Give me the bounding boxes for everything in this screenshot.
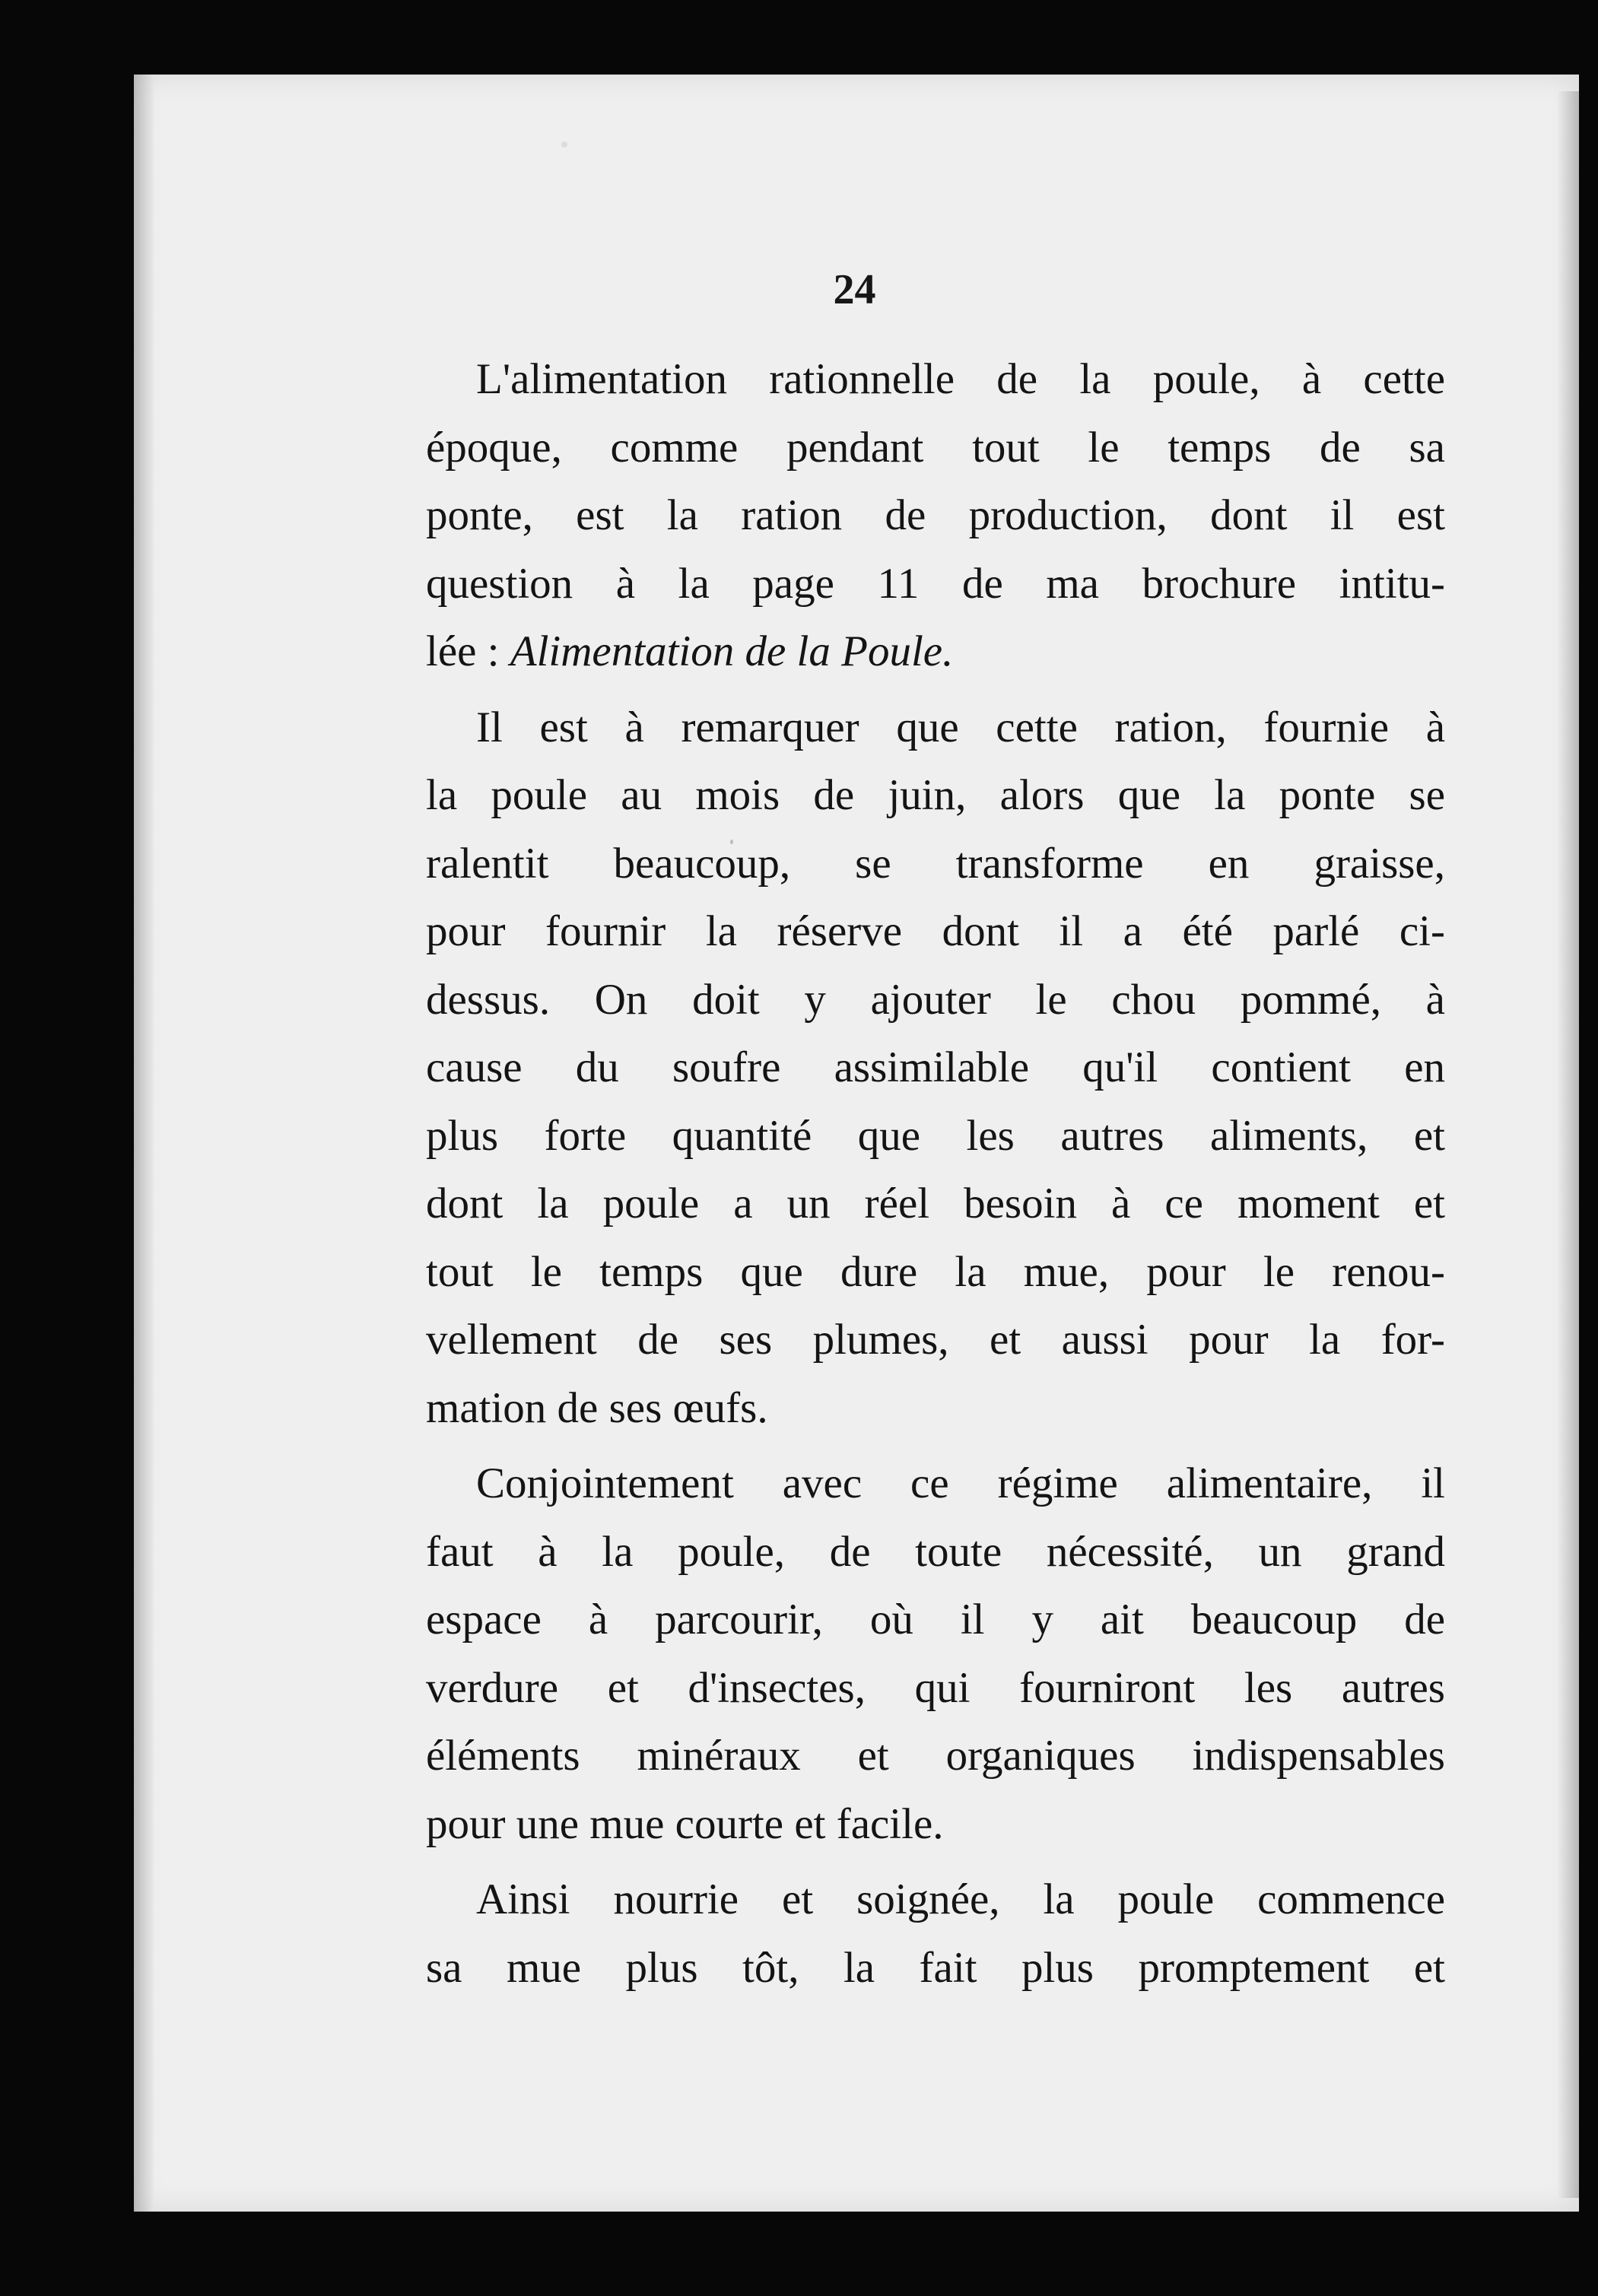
text-line: éléments minéraux et organiques indispensables (426, 1732, 1445, 1780)
text-line: Il est à remarquer que cette ration, fournie à (476, 703, 1445, 751)
text-line: ponte, est la ration de production, dont il est (426, 491, 1445, 539)
dust-speck (561, 141, 567, 148)
text-line: question à la page 11 de ma brochure intitu- (426, 559, 1445, 608)
text-line: tout le temps que dure la mue, pour le renou- (426, 1247, 1445, 1296)
text-line: dessus. On doit y ajouter le chou pommé, à (426, 975, 1445, 1024)
text-line: ralentit beaucoup, se transforme en graisse, (426, 839, 1445, 888)
text-line: pour une mue courte et facile. (426, 1799, 944, 1848)
text-line: Ainsi nourrie et soignée, la poule commence (476, 1875, 1445, 1923)
text-line: sa mue plus tôt, la fait plus promptement et (426, 1943, 1445, 1992)
italic-title: Alimentation de la Poule. (510, 627, 954, 675)
text-line: verdure et d'insectes, qui fourniront les autres (426, 1663, 1445, 1712)
text-line: vellement de ses plumes, et aussi pour la for- (426, 1316, 1445, 1364)
text-line: Conjointement avec ce régime alimentaire, il (476, 1459, 1445, 1507)
text-line: la poule au mois de juin, alors que la ponte se (426, 771, 1445, 819)
text-line: espace à parcourir, où il y ait beaucoup de (426, 1596, 1445, 1643)
text-fragment: lée : (426, 627, 510, 675)
page-number: 24 (833, 266, 876, 313)
text-line: faut à la poule, de toute nécessité, un grand (426, 1527, 1445, 1576)
text-line: époque, comme pendant tout le temps de sa (426, 423, 1445, 472)
text-line (426, 627, 1445, 698)
text-line: dont la poule a un réel besoin à ce moment et (426, 1180, 1445, 1227)
text-line: pour fournir la réserve dont il a été parlé ci- (426, 907, 1445, 955)
body-text (426, 357, 1445, 2014)
text-line: L'alimentation rationnelle de la poule, à cette (476, 355, 1445, 403)
page-edge-shadow (1558, 91, 1579, 2198)
text-line: cause du soufre assimilable qu'il contient en (426, 1043, 1445, 1091)
text-line: mation de ses œufs. (426, 1383, 768, 1432)
text-line: plus forte quantité que les autres aliments, et (426, 1111, 1445, 1160)
page-gutter-shadow (134, 75, 154, 2212)
